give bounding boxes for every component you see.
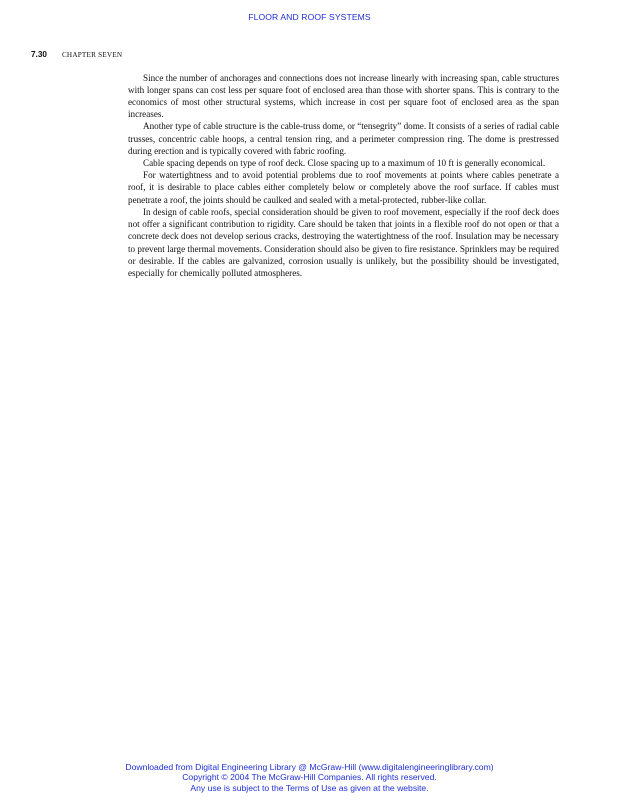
- paragraph-cable-spacing: Cable spacing depends on type of roof deck. Close spacing up to a maximum of 10 ft is generally economical.: [143, 158, 546, 169]
- page-number: 7.30: [31, 50, 47, 59]
- body-text: [128, 72, 559, 280]
- footer-copyright: Copyright © 2004 The McGraw-Hill Companies. All rights reserved.: [182, 772, 437, 783]
- section-title: FLOOR AND ROOF SYSTEMS: [248, 12, 371, 22]
- footer-terms-of-use[interactable]: Any use is subject to the Terms of Use as given at the website.: [190, 782, 429, 793]
- paragraph-tensegrity-dome: Another type of cable structure is the cable-truss dome, or “tensegrity” dome. It consists of a series of radial cable trusses, concentric cable hoops, a central tension ring, and a perimeter compression ring. The dome is prestressed during erection and is typically covered with fabric roofing.: [128, 121, 559, 156]
- chapter-label: CHAPTER SEVEN: [61, 51, 123, 59]
- paragraph-anchorage-economics: Since the number of anchorages and connections does not increase linearly with increasing span, cable structures with longer spans can cost less per square foot of enclosed area than those with shorter spans. This is contrary to the economics of most other structural systems, which increase in cost per square foot of enclosed area as the span increases.: [128, 72, 559, 120]
- footer: [0, 762, 619, 793]
- running-head: [31, 44, 122, 62]
- paragraph-watertightness: For watertightness and to avoid potential problems due to roof movements at points where cables penetrate a roof, it is desirable to place cables either completely below or completely above the roof surface. If cables must penetrate a roof, the joints should be caulked and sealed with a metal-protected, rubber-like collar.: [128, 170, 559, 205]
- footer-download-link[interactable]: Downloaded from Digital Engineering Library @ McGraw-Hill (www.digitalengineeringlibrary.com): [125, 762, 494, 772]
- paragraph-cable-roof-design: In design of cable roofs, special consideration should be given to roof movement, especially if the roof deck does not offer a significant contribution to rigidity. Care should be taken that joints in a flexible roof do not open or that a concrete deck does not develop serious cracks, destroying the watertightness of the roof. Insulation may be necessary to prevent large thermal movements. Consideration should also be given to fire resistance. Sprinklers may be required or desirable. If the cables are galvanized, corrosion usually is unlikely, but the possibility should be investigated, especially for chemically polluted atmospheres.: [128, 206, 559, 278]
